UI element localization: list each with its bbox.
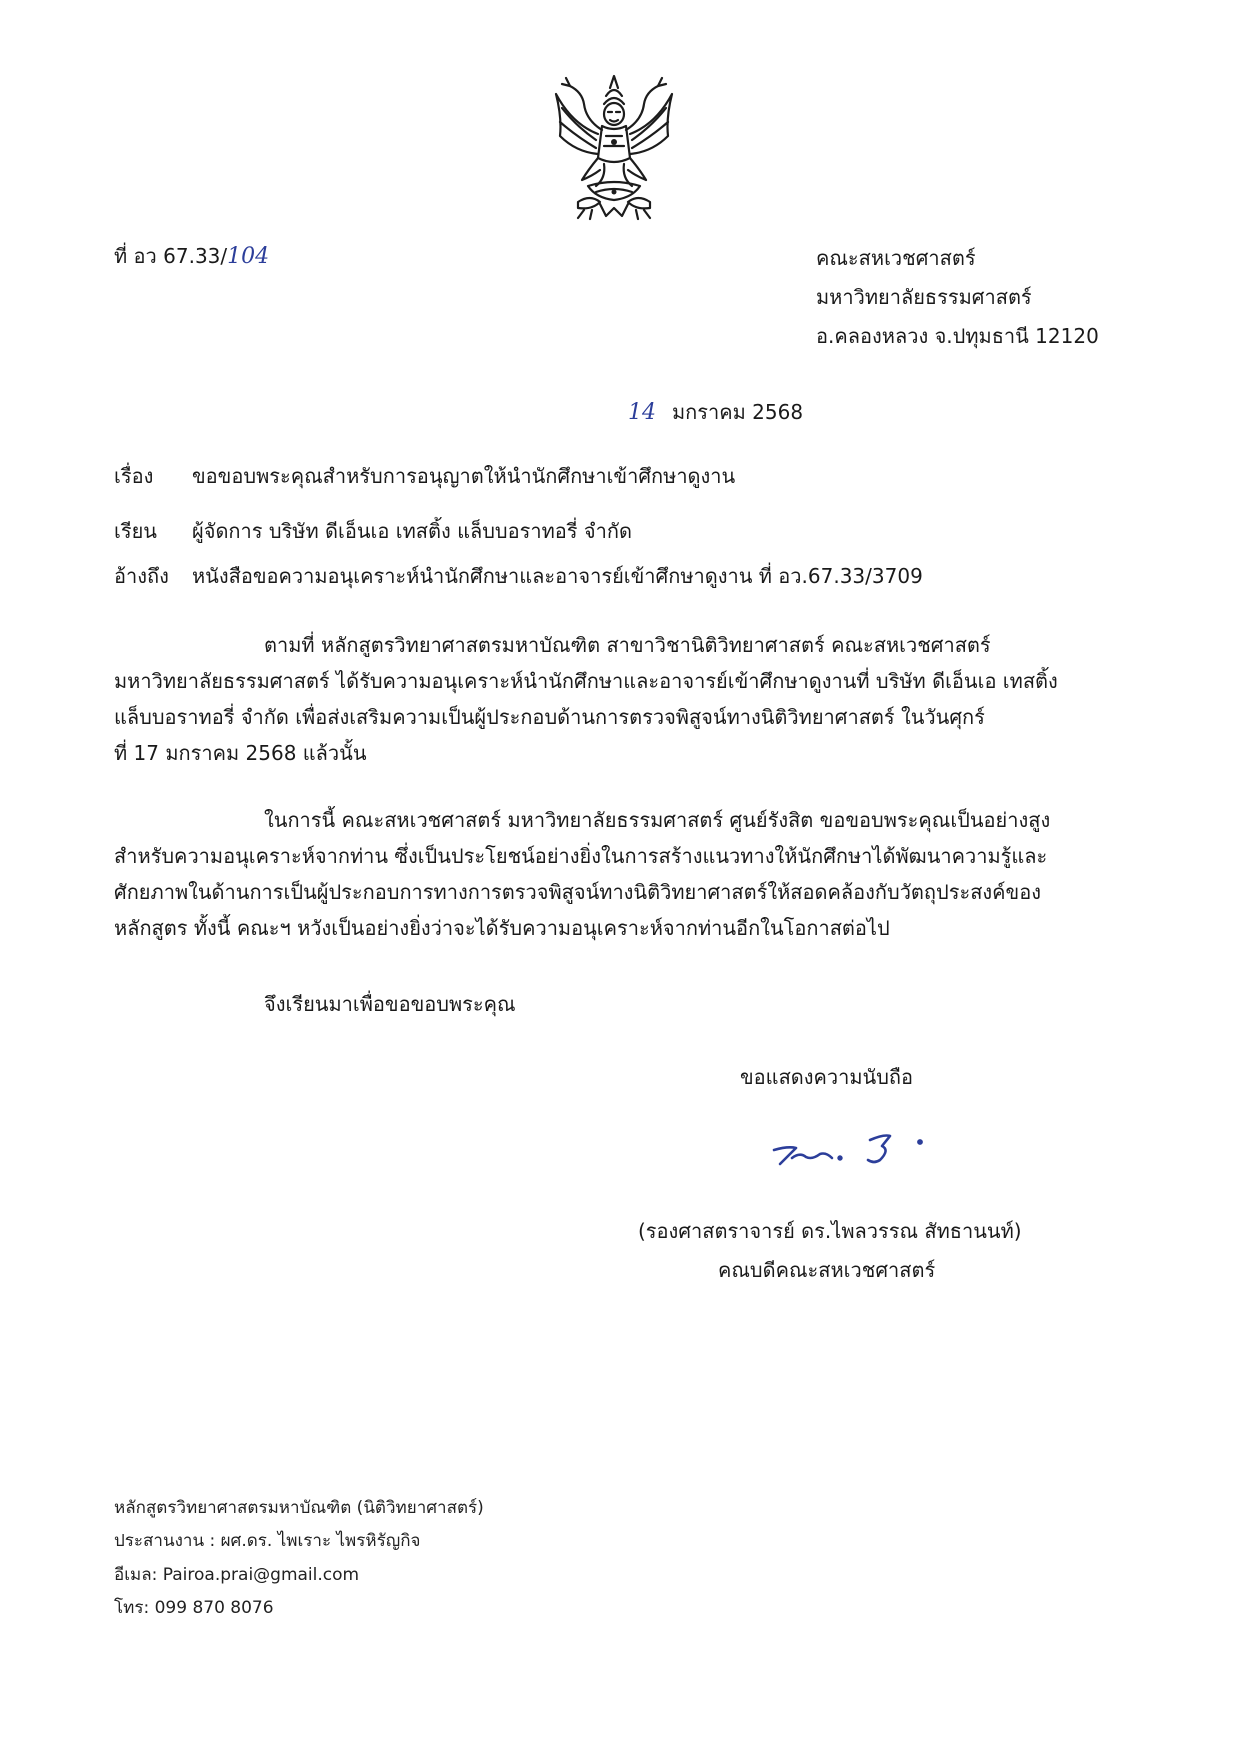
garuda-emblem-icon xyxy=(548,74,680,222)
footer-phone: โทร: 099 870 8076 xyxy=(114,1598,274,1618)
paragraph-1-line: ตามที่ หลักสูตรวิทยาศาสตรมหาบัณฑิต สาขาวิชานิติวิทยาศาสตร์ คณะสหเวชศาสตร์ xyxy=(264,633,991,657)
document-number-prefix: ที่ อว 67.33/ xyxy=(114,244,228,268)
paragraph-1-line: มหาวิทยาลัยธรรมศาสตร์ ได้รับความอนุเคราะห์นำนักศึกษาและอาจารย์เข้าศึกษาดูงานที่ บริษัท ดีเอ็นเอ เทสติ้ง xyxy=(114,669,1058,693)
org-address-university: มหาวิทยาลัยธรรมศาสตร์ xyxy=(816,285,1032,309)
reference-value: หนังสือขอความอนุเคราะห์นำนักศึกษาและอาจารย์เข้าศึกษาดูงาน ที่ อว.67.33/3709 xyxy=(192,564,923,588)
signer-title: คณบดีคณะสหเวชศาสตร์ xyxy=(718,1258,936,1282)
paragraph-2-line: สำหรับความอนุเคราะห์จากท่าน ซึ่งเป็นประโยชน์อย่างยิ่งในการสร้างแนวทางให้นักศึกษาได้พัฒนาความรู้และ xyxy=(114,844,1048,868)
body-paragraph-1 xyxy=(114,627,1134,771)
handwritten-document-number: 104 xyxy=(227,244,270,269)
subject-label: เรื่อง xyxy=(114,464,154,488)
footer-coordinator: ประสานงาน : ผศ.ดร. ไพเราะ ไพรหิรัญกิจ xyxy=(114,1531,421,1551)
org-address-location: อ.คลองหลวง จ.ปทุมธานี 12120 xyxy=(816,324,1099,348)
body-paragraph-2 xyxy=(114,802,1134,946)
signer-name: (รองศาสตราจารย์ ดร.ไพลวรรณ สัทธานนท์) xyxy=(638,1219,1022,1243)
closing-phrase: จึงเรียนมาเพื่อขอขอบพระคุณ xyxy=(264,992,516,1016)
footer-email: อีเมล: Pairoa.prai@gmail.com xyxy=(114,1565,360,1585)
reference-label: อ้างถึง xyxy=(114,564,169,588)
org-address-faculty: คณะสหเวชศาสตร์ xyxy=(816,246,976,270)
document-number xyxy=(114,240,269,272)
regards-text: ขอแสดงความนับถือ xyxy=(740,1065,914,1089)
paragraph-1-line: ที่ 17 มกราคม 2568 แล้วนั้น xyxy=(114,741,367,765)
paragraph-2-line: ในการนี้ คณะสหเวชศาสตร์ มหาวิทยาลัยธรรมศาสตร์ ศูนย์รังสิต ขอขอบพระคุณเป็นอย่างสูง xyxy=(264,808,1051,832)
letter-date xyxy=(628,396,803,428)
paragraph-1-line: แล็บบอราทอรี่ จำกัด เพื่อส่งเสริมความเป็นผู้ประกอบด้านการตรวจพิสูจน์ทางนิติวิทยาศาสตร์ ในวันศุกร์ xyxy=(114,705,985,729)
subject-value: ขอขอบพระคุณสำหรับการอนุญาตให้นำนักศึกษาเข้าศึกษาดูงาน xyxy=(192,464,736,488)
recipient-label: เรียน xyxy=(114,519,157,543)
recipient-value: ผู้จัดการ บริษัท ดีเอ็นเอ เทสติ้ง แล็บบอราทอรี่ จำกัด xyxy=(192,519,632,543)
paragraph-2-line: หลักสูตร ทั้งนี้ คณะฯ หวังเป็นอย่างยิ่งว่าจะได้รับความอนุเคราะห์จากท่านอีกในโอกาสต่อไป xyxy=(114,916,890,940)
date-month-year: มกราคม 2568 xyxy=(672,400,804,424)
handwritten-day: 14 xyxy=(628,400,656,425)
paragraph-2-line: ศักยภาพในด้านการเป็นผู้ประกอบการทางการตรวจพิสูจน์ทางนิติวิทยาศาสตร์ให้สอดคล้องกับวัตถุประสงค์ของ xyxy=(114,880,1042,904)
signature-icon xyxy=(770,1124,940,1174)
footer-program: หลักสูตรวิทยาศาสตรมหาบัณฑิต (นิติวิทยาศาสตร์) xyxy=(114,1498,484,1518)
